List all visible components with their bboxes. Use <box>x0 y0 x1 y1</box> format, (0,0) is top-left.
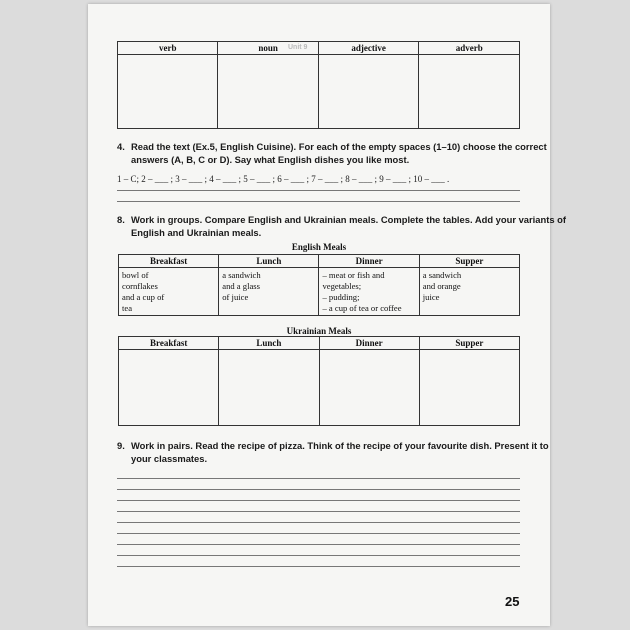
breakfast-cell[interactable] <box>119 268 219 316</box>
adjective-cell[interactable] <box>318 55 419 129</box>
writing-line[interactable] <box>117 201 520 202</box>
col-verb: verb <box>118 42 218 55</box>
col-supper: Supper <box>419 337 519 350</box>
cell-text: bowl of <box>122 270 149 280</box>
cell-text: of juice <box>222 292 249 302</box>
col-adverb: adverb <box>419 42 520 55</box>
writing-line[interactable] <box>117 190 520 191</box>
cell-text: and a cup of <box>122 292 165 302</box>
exercise-instruction: Read the text (Ex.5, English Cuisine). For each of the empty spaces (1–10) choose the correct answers (A, B, C or D). Say what English dishes you like most. <box>131 141 547 165</box>
answer-blanks[interactable]: 1 – C; 2 – ___ ; 3 – ___ ; 4 – ___ ; 5 – ___ ; 6 – ___ ; 7 – ___ ; 8 – ___ ; 9 – ___ ; 10 – ___ . <box>117 174 450 184</box>
exercise-instruction: Work in groups. Compare English and Ukrainian meals. Complete the tables. Add your variants of English and Ukrainian meals. <box>131 214 566 238</box>
col-noun: noun <box>218 42 318 55</box>
lunch-cell[interactable] <box>219 268 319 316</box>
cell-text: a sandwich <box>422 270 462 280</box>
word-form-table <box>117 41 520 129</box>
cell-text: vegetables; <box>322 281 362 291</box>
exercise-4 <box>117 141 557 171</box>
english-meals-caption: English Meals <box>291 242 347 252</box>
col-lunch: Lunch <box>219 337 319 350</box>
ukrainian-meals-table <box>118 336 520 426</box>
adverb-cell[interactable] <box>419 55 520 129</box>
col-adjective: adjective <box>318 42 419 55</box>
writing-line[interactable] <box>117 566 520 567</box>
cell-text: and a glass <box>222 281 260 291</box>
col-dinner: Dinner <box>319 337 419 350</box>
verb-cell[interactable] <box>118 55 218 129</box>
writing-line[interactable] <box>117 533 520 534</box>
dinner-cell[interactable] <box>319 350 419 426</box>
supper-cell[interactable] <box>419 350 519 426</box>
col-breakfast: Breakfast <box>119 337 219 350</box>
exercise-number: 8. <box>117 214 125 225</box>
lunch-cell[interactable] <box>219 350 319 426</box>
noun-cell[interactable] <box>218 55 318 129</box>
cell-text: a sandwich <box>222 270 261 280</box>
writing-line[interactable] <box>117 511 520 512</box>
supper-cell[interactable] <box>419 268 519 316</box>
cell-text: cornflakes <box>122 281 158 291</box>
writing-line[interactable] <box>117 544 520 545</box>
ukrainian-meals-caption: Ukrainian Meals <box>286 326 352 336</box>
exercise-9 <box>117 440 557 470</box>
col-supper: Supper <box>419 255 519 268</box>
writing-line[interactable] <box>117 500 520 501</box>
writing-line[interactable] <box>117 555 520 556</box>
dinner-cell[interactable] <box>319 268 419 316</box>
workbook-page <box>88 4 566 626</box>
english-meals-table <box>118 254 520 316</box>
cell-text: tea <box>122 303 133 313</box>
col-lunch: Lunch <box>219 255 319 268</box>
exercise-instruction: Work in pairs. Read the recipe of pizza. Think of the recipe of your favourite dish. Present it to your classmates. <box>131 440 549 464</box>
page-number: 25 <box>505 594 520 609</box>
bleed-through-title: Unit 9 <box>288 44 308 51</box>
cell-text: juice <box>422 292 440 302</box>
breakfast-cell[interactable] <box>119 350 219 426</box>
writing-line[interactable] <box>117 478 520 479</box>
exercise-number: 4. <box>117 141 125 152</box>
cell-text: – a cup of tea or coffee <box>322 303 402 313</box>
exercise-number: 9. <box>117 440 125 451</box>
col-dinner: Dinner <box>319 255 419 268</box>
exercise-8 <box>117 214 566 244</box>
writing-line[interactable] <box>117 522 520 523</box>
col-breakfast: Breakfast <box>119 255 219 268</box>
writing-line[interactable] <box>117 489 520 490</box>
cell-text: – pudding; <box>322 292 360 302</box>
cell-text: and orange <box>422 281 461 291</box>
cell-text: – meat or fish and <box>322 270 385 280</box>
